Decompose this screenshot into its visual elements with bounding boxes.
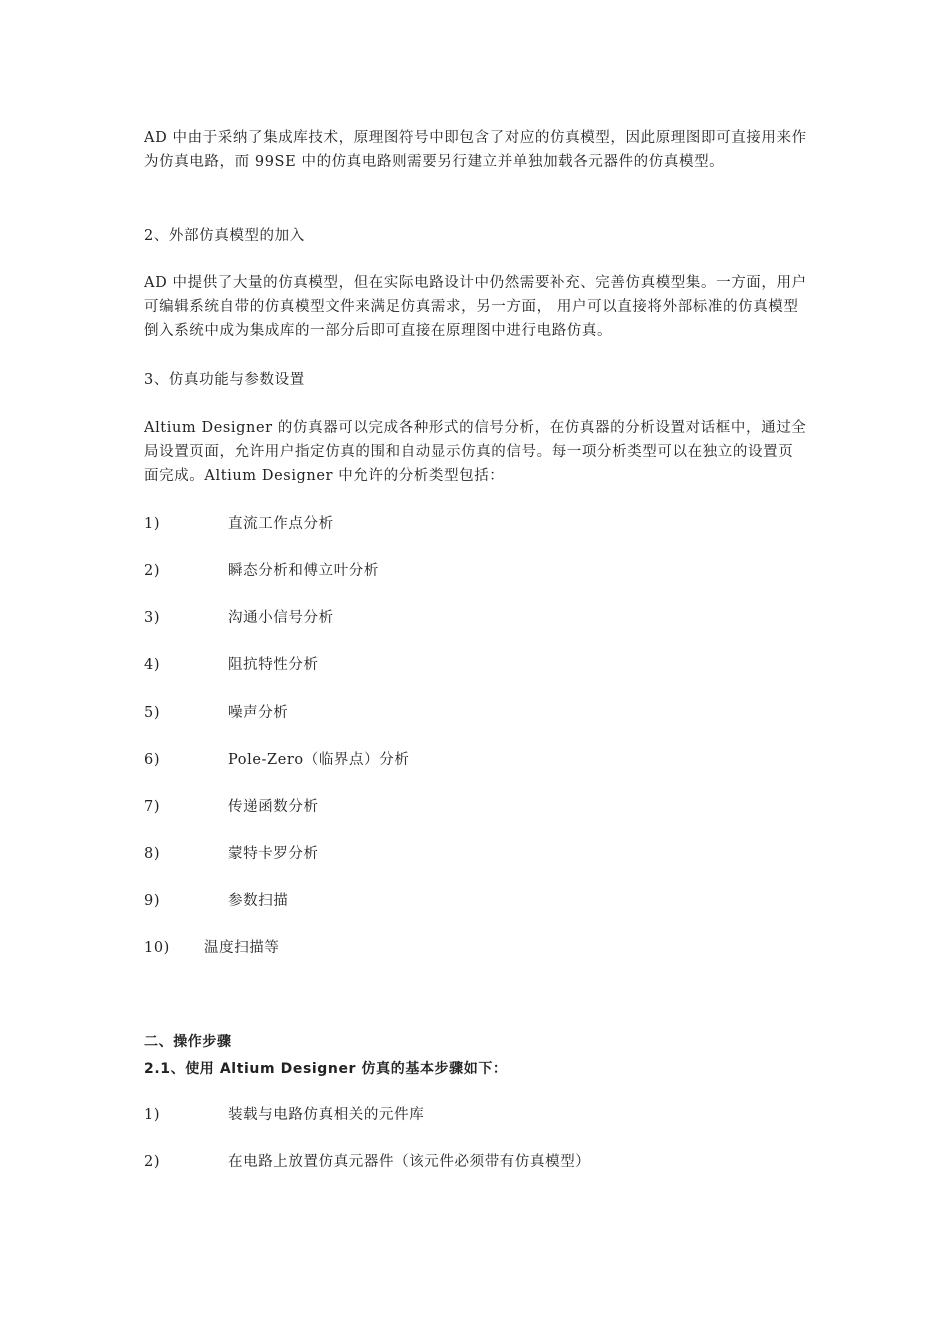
list-item-text: 参数扫描 (228, 893, 289, 909)
section-title-operation-steps: 二、操作步骤 (144, 1034, 232, 1050)
list-item-number: 4) (144, 657, 161, 673)
paragraph-integrated-library: AD 中由于采纳了集成库技术，原理图符号中即包含了对应的仿真模型，因此原理图即可直接用来作为仿真电路，而 99SE 中的仿真电路则需要另行建立并单独加载各元器件的仿真模型。 (144, 130, 807, 170)
list-item-number: 2) (144, 563, 161, 579)
list-item-text: 蒙特卡罗分析 (228, 846, 319, 862)
list-item-number: 9) (144, 893, 161, 909)
list-item-number: 10) (144, 940, 170, 956)
subsection-title-basic-steps: 2.1、使用 Altium Designer 仿真的基本步骤如下： (144, 1061, 508, 1077)
list-item-text: 传递函数分析 (228, 799, 319, 815)
list-item-number: 6) (144, 752, 161, 768)
list-item-text: 直流工作点分析 (228, 516, 334, 532)
list-item-number: 7) (144, 799, 161, 815)
list-item-text: 沟通小信号分析 (228, 610, 334, 626)
heading-simulation-settings: 3、仿真功能与参数设置 (144, 372, 305, 388)
list-item-text: 装载与电路仿真相关的元件库 (228, 1107, 425, 1123)
heading-external-models: 2、外部仿真模型的加入 (144, 228, 305, 244)
list-item-number: 1) (144, 1107, 161, 1123)
list-item-text: 阻抗特性分析 (228, 657, 319, 673)
list-item-text: 在电路上放置仿真元器件（该元件必须带有仿真模型） (228, 1154, 591, 1170)
list-item-text: 噪声分析 (228, 705, 289, 721)
list-item-number: 3) (144, 610, 161, 626)
list-item-text: 温度扫描等 (204, 940, 280, 956)
list-item-number: 1) (144, 516, 161, 532)
paragraph-simulation-settings: Altium Designer 的仿真器可以完成各种形式的信号分析，在仿真器的分析设置对话框中，通过全局设置页面，允许用户指定仿真的围和自动显示仿真的信号。每一项分析类型可以在独立的设置页面完成。Altium Designer 中允许的分析类型包括： (144, 420, 807, 484)
list-item-text: Pole-Zero（临界点）分析 (228, 752, 410, 768)
paragraph-external-models: AD 中提供了大量的仿真模型，但在实际电路设计中仍然需要补充、完善仿真模型集。一方面，用户可编辑系统自带的仿真模型文件来满足仿真需求，另一方面， 用户可以直接将外部标准的仿真模型倒入系统中成为集成库的一部分后即可直接在原理图中进行电路仿真。 (144, 275, 807, 339)
list-item-number: 2) (144, 1154, 161, 1170)
list-item-text: 瞬态分析和傅立叶分析 (228, 563, 379, 579)
list-item-number: 5) (144, 705, 161, 721)
list-item-number: 8) (144, 846, 161, 862)
